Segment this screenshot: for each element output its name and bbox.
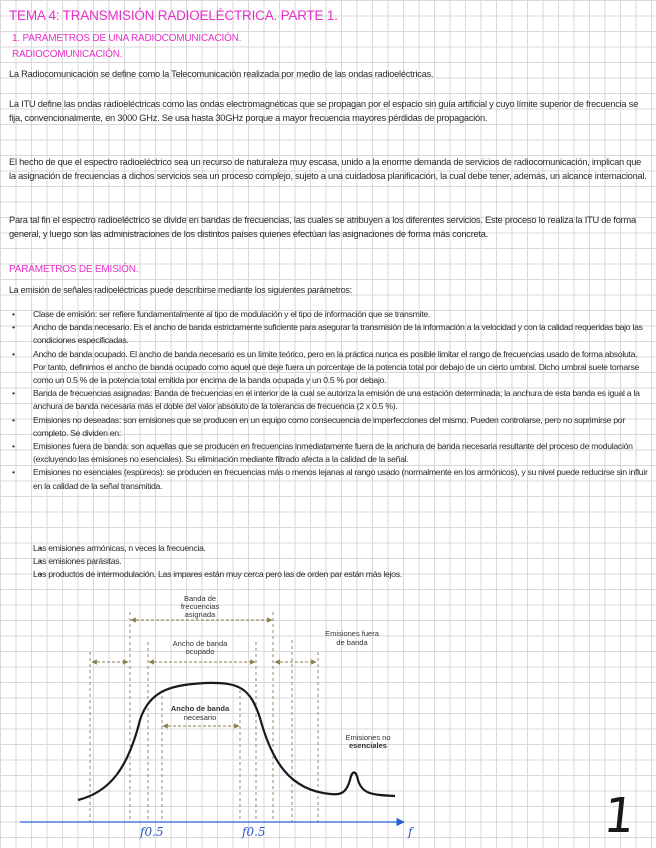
list-item: • Banda de frecuencias asignadas: Banda de frecuencias en el interior de la cual se autoriza la emisión de una estación determinada; la anchura de esta banda es igual a la anchura de banda necesaria más el doble del valor absoluto de la tolerancia de frecuencia (2 x 0.5 %).: [9, 387, 651, 413]
list-item: • Las emisiones armónicas, n veces la frecuencia.: [9, 542, 651, 555]
paragraph-definition: La Radiocomunicación se define como la Telecomunicación realizada por medio de las ondas radioeléctricas.: [9, 69, 434, 79]
list-item: • Las emisiones parásitas.: [9, 555, 651, 568]
subsection-heading-radiocom: RADIOCOMUNICACIÓN.: [12, 49, 123, 60]
svg-text:de banda: de banda: [336, 638, 368, 647]
label-necessary-bandwidth: [171, 704, 230, 722]
svg-text:Ancho de banda: Ancho de banda: [172, 639, 228, 648]
list-item: • Emisiones no esenciales (espúreos): se producen en frecuencias más o menos lejanas al rango usado (normalmente en los armónicos), y su nivel puede reducirse sin influir en la calidad de la señal transmitida.: [9, 466, 651, 492]
label-out-of-band-emissions: [325, 629, 380, 647]
handwritten-f2: f0.5: [242, 825, 266, 839]
paragraph-spectrum: El hecho de que el espectro radioeléctrico sea un recurso de naturaleza muy escasa, unido a la enorme demanda de servicios de radiocomunicación, implican que la asignación de frecuencias a dichos servicios sea un proceso complejo, sujeto a una cuidadosa planificación, la cual debe tener, además, un alcance internacional.: [9, 157, 647, 182]
emission-intro: La emisión de señales radioeléctricas puede describirse mediante los siguientes parámetros:: [9, 285, 352, 295]
page-title: TEMA 4: TRANSMISIÓN RADIOELÉCTRICA. PARTE 1.: [9, 8, 338, 23]
svg-text:Ancho de banda: Ancho de banda: [170, 704, 230, 713]
page-number: 1: [601, 788, 638, 844]
list-item: • Ancho de banda necesario. Es el ancho de banda estrictamente suficiente para asegurar la transmisión de la información a la velocidad y con la calidad requeridas bajo las condiciones especificadas.: [9, 321, 651, 347]
label-spurious-emissions: [345, 733, 390, 750]
spurious-sub-list: [9, 542, 651, 582]
svg-text:necesario: necesario: [183, 713, 217, 722]
list-item: • Los productos de intermodulación. Las impares están muy cerca pero las de orden par están más lejos.: [9, 568, 651, 581]
section-heading: 1. PARÁMETROS DE UNA RADIOCOMUNICACIÓN.: [12, 33, 242, 44]
handwritten-f1: f0.5: [140, 825, 164, 839]
svg-text:Emisiones no: Emisiones no: [345, 733, 391, 742]
svg-text:Emisiones fuera: Emisiones fuera: [325, 629, 379, 638]
paragraph-itu: La ITU define las ondas radioeléctricas como las ondas electromagnéticas que se propagan por el espacio sin guía artificial y cuyo límite superior de frecuencia se fija, convencionalmente, en 3000 GHz. Se usa hasta 30GHz porque a mayor frecuencia mayores pérdidas de propagación.: [9, 99, 638, 124]
svg-text:frecuencias: frecuencias: [180, 602, 220, 611]
emission-parameters-list: [9, 308, 651, 493]
svg-text:asignada: asignada: [184, 610, 216, 619]
list-item: • Emisiones fuera de banda: son aquellas que se producen en frecuencias inmediatamente fuera de la anchura de banda necesaria resultante del proceso de modulación (excluyendo las emisiones no esenciales). Su eliminación mediante filtrado afecta a la calidad de la señal.: [9, 440, 651, 466]
emission-spectrum-diagram: [0, 590, 656, 848]
svg-text:ocupado: ocupado: [185, 647, 215, 656]
svg-text:Banda de: Banda de: [183, 594, 217, 603]
list-item: • Emisiones no deseadas: son emisiones que se producen en un equipo como consecuencia de imperfecciones del mismo. Pueden controlarse, pero no suprimirse por completo. Se dividen en:: [9, 414, 651, 440]
label-occupied-bandwidth: [173, 639, 228, 656]
paragraph-bands: Para tal fin el espectro radioeléctrico se divide en bandas de frecuencias, las cuales se atribuyen a los diferentes servicios. Este proceso lo realiza la ITU de forma general, y luego son las administraciones de los distintos países quienes efectúan las asignaciones de forma más concreta.: [9, 215, 636, 240]
list-item: • Clase de emisión: ser refiere fundamentalmente al tipo de modulación y el tipo de información que se transmite.: [9, 308, 651, 321]
svg-text:esenciales: esenciales: [349, 741, 387, 750]
axis-f-label: f: [408, 825, 413, 839]
label-assigned-band: [181, 594, 220, 619]
list-item: • Ancho de banda ocupado. El ancho de banda necesario es un límite teórico, pero en la práctica nunca es posible limitar el rango de frecuencias usado de forma absoluta. Por tanto, definimos el ancho de banda ocupado como aquel que deje fuera un porcentaje de la potencia total por debajo de un cierto umbral. Dicho umbral suele tomarse como un 0.5 % de la potencia total emitida por encima de la banda ocupada y un 0.5 % por debajo.: [9, 348, 651, 388]
subsection-heading-emission: PARÁMETROS DE EMISIÓN.: [9, 264, 139, 275]
